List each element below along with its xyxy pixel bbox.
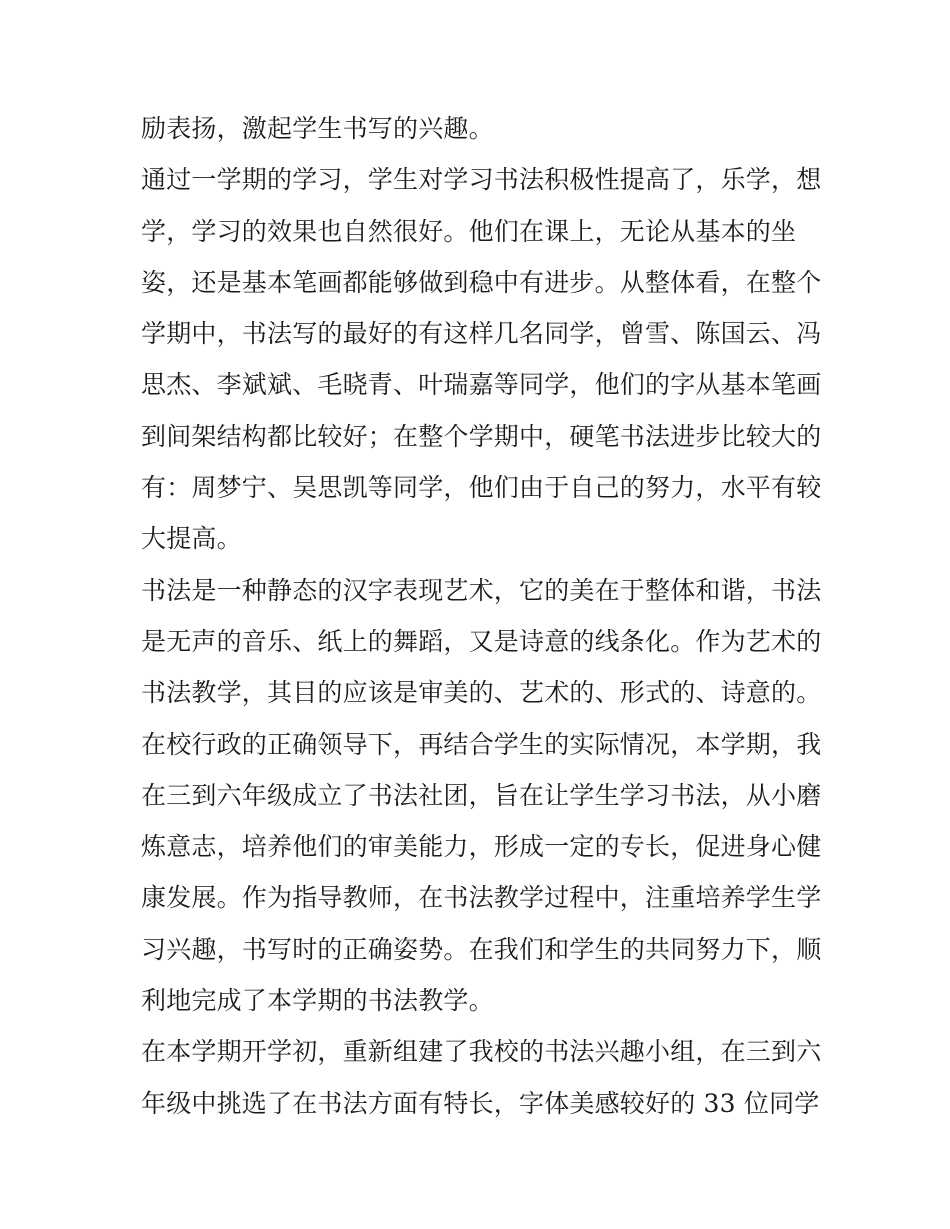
text-line: 书法是一种静态的汉字表现艺术，它的美在于整体和谐，书法 bbox=[141, 575, 822, 605]
text-line: 学期中，书法写的最好的有这样几名同学，曾雪、陈国云、冯 bbox=[141, 319, 822, 349]
text-line: 书法教学，其目的应该是审美的、艺术的、形式的、诗意的。 bbox=[141, 678, 822, 708]
text-line: 习兴趣，书写时的正确姿势。在我们和学生的共同努力下，顺 bbox=[141, 934, 822, 964]
text-line: 在本学期开学初，重新组建了我校的书法兴趣小组，在三到六 bbox=[141, 1037, 822, 1067]
document-body bbox=[141, 103, 821, 1129]
text-line: 姿，还是基本笔画都能够做到稳中有进步。从整体看，在整个 bbox=[141, 267, 822, 297]
text-line: 思杰、李斌斌、毛晓青、叶瑞嘉等同学，他们的字从基本笔画 bbox=[141, 370, 822, 400]
text-line: 通过一学期的学习，学生对学习书法积极性提高了，乐学，想 bbox=[141, 165, 822, 195]
text-line: 在校行政的正确领导下，再结合学生的实际情况，本学期，我 bbox=[141, 729, 822, 759]
text-line: 励表扬，激起学生书写的兴趣。 bbox=[141, 114, 494, 143]
text-line: 是无声的音乐、纸上的舞蹈，又是诗意的线条化。作为艺术的 bbox=[141, 626, 822, 656]
text-line: 炼意志，培养他们的审美能力，形成一定的专长，促进身心健 bbox=[141, 832, 822, 862]
text-line: 大提高。 bbox=[141, 524, 242, 554]
text-line: 在三到六年级成立了书法社团，旨在让学生学习书法，从小磨 bbox=[141, 780, 822, 810]
text-line: 有：周梦宁、吴思凯等同学，他们由于自己的努力，水平有较 bbox=[141, 473, 822, 503]
text-line: 年级中挑选了在书法方面有特长，字体美感较好的 33 位同学 bbox=[141, 1088, 820, 1118]
text-line: 学，学习的效果也自然很好。他们在课上，无论从基本的坐 bbox=[141, 216, 797, 246]
text-line: 利地完成了本学期的书法教学。 bbox=[141, 986, 494, 1016]
text-line: 康发展。作为指导教师，在书法教学过程中，注重培养学生学 bbox=[141, 883, 822, 913]
text-line: 到间架结构都比较好；在整个学期中，硬笔书法进步比较大的 bbox=[141, 421, 822, 451]
